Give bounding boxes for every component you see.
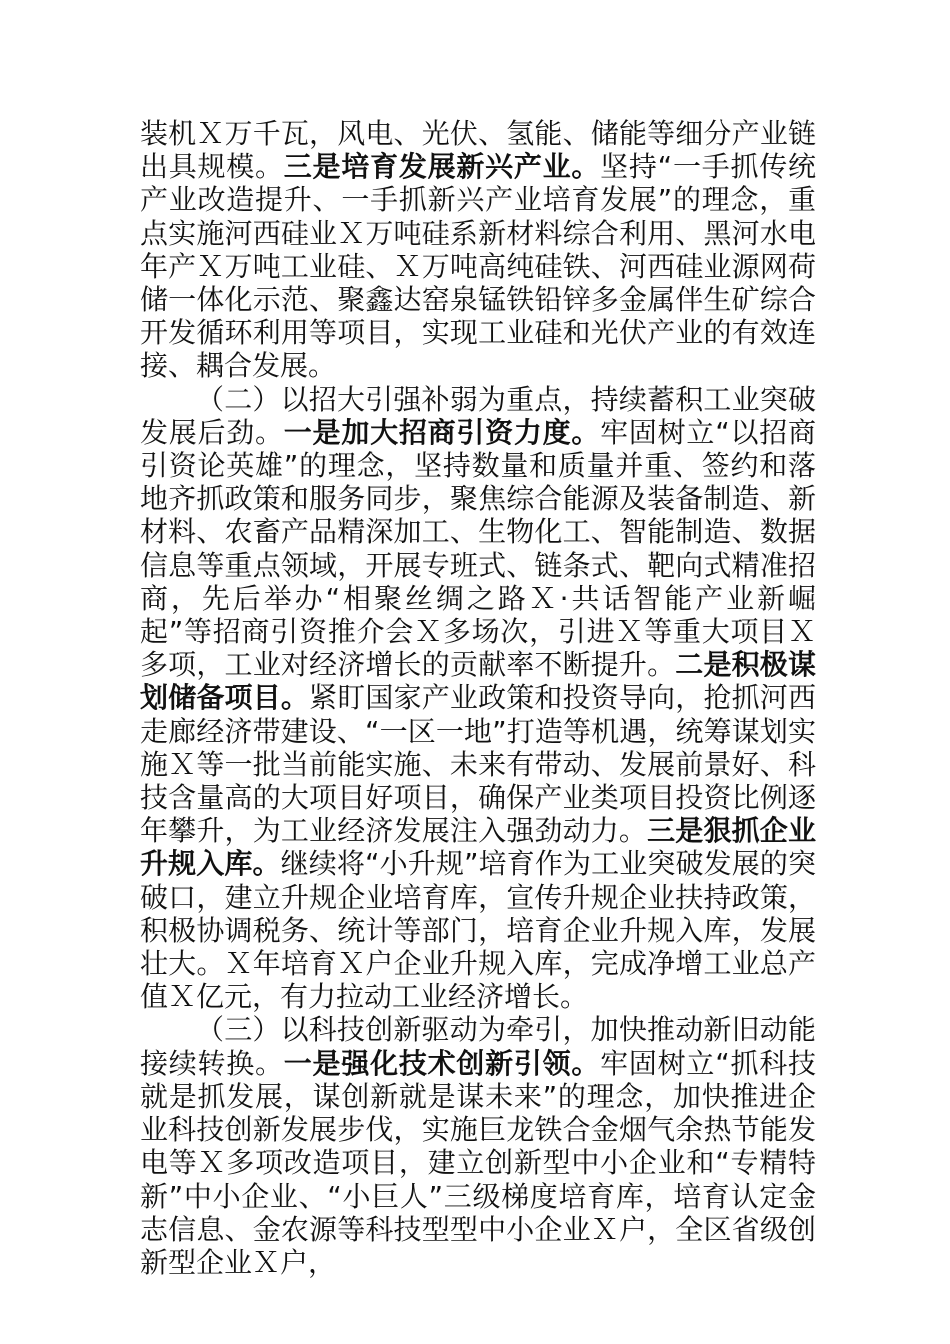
- paragraph-2-heading-3: 三是狠抓企业升规入库。: [140, 814, 816, 881]
- paragraph-2-text: 牢固树立“以招商引资论英雄”的理念，坚持数量和质量并重、签约和落地齐抓政策和服务同步，聚焦综合能源及装备制造、新材料、农畜产品精深加工、生物化工、智能制造、数据信息等重点领域，开展专班式、链条式、靶向式精准招商，先后举办“相聚丝绸之路Ｘ·共话智能产业新崛起”等招商引资推介会Ｘ多场次，引进Ｘ等重大项目Ｘ多项，工业对经济增长的贡献率不断提升。: [140, 415, 816, 682]
- paragraph-3: [140, 1013, 816, 1279]
- paragraph-3-text: 牢固树立“抓科技就是抓发展，谋创新就是谋未来”的理念，加快推进企业科技创新发展步伐，实施巨龙铁合金烟气余热节能发电等Ｘ多项改造项目，建立创新型中小企业和“专精特新”中小企业、“小巨人”三级梯度培育库，培育认定金志信息、金农源等科技型型中小企业Ｘ户，全区省级创新型企业Ｘ户，: [140, 1046, 816, 1279]
- paragraph-2-heading-2: 二是积极谋划储备项目。: [140, 648, 816, 715]
- paragraph-2-text: 紧盯国家产业政策和投资导向，抢抓河西走廊经济带建设、“一区一地”打造等机遇，统筹谋划实施Ｘ等一批当前能实施、未来有带动、发展前景好、科技含量高的大项目好项目，确保产业类项目投资比例逐年攀升，为工业经济发展注入强劲动力。: [140, 681, 816, 848]
- section-3-title: （三）以科技创新驱动为牵引，加快推动新旧动能接续转换。: [140, 1013, 816, 1080]
- section-2-title: （二）以招大引强补弱为重点，持续蓄积工业突破发展后劲。: [140, 382, 816, 449]
- paragraph-2-text: 继续将“小升规”培育作为工业突破发展的突破口，建立升规企业培育库，宣传升规企业扶持政策，积极协调税务、统计等部门，培育企业升规入库，发展壮大。Ｘ年培育Ｘ户企业升规入库，完成净增工业总产值Ｘ亿元，有力拉动工业经济增长。: [140, 847, 816, 1014]
- document-body: [140, 117, 816, 1279]
- paragraph-3-heading-1: 一是强化技术创新引领。: [283, 1046, 601, 1080]
- paragraph-2-heading-1: 一是加大招商引资力度。: [283, 415, 601, 449]
- paragraph-2: [140, 383, 816, 1014]
- paragraph-1-heading-3: 三是培育发展新兴产业。: [283, 150, 601, 184]
- paragraph-1: [140, 117, 816, 383]
- paragraph-1-text: 坚持“一手抓传统产业改造提升、一手抓新兴产业培育发展”的理念，重点实施河西硅业Ｘ万吨硅系新材料综合利用、黑河水电年产Ｘ万吨工业硅、Ｘ万吨高纯硅铁、河西硅业源网荷储一体化示范、聚鑫达窑泉锰铁铅锌多金属伴生矿综合开发循环利用等项目，实现工业硅和光伏产业的有效连接、耦合发展。: [140, 150, 816, 383]
- paragraph-1-text: 装机Ｘ万千瓦，风电、光伏、氢能、储能等细分产业链出具规模。: [140, 117, 816, 184]
